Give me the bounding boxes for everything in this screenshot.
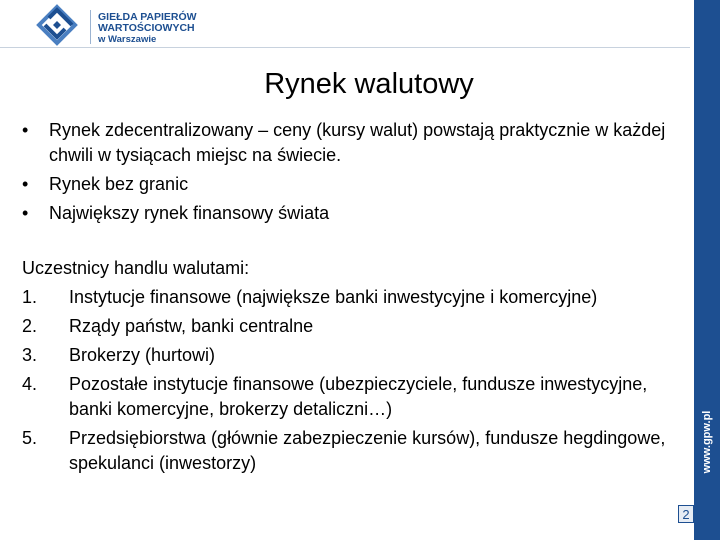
logo-line-3: w Warszawie bbox=[98, 34, 157, 45]
participant-number: 4. bbox=[22, 374, 38, 394]
participant-text: Instytucje finansowe (największe banki inwestycyjne i komercyjne) bbox=[69, 287, 598, 307]
header bbox=[0, 0, 694, 48]
participants-list bbox=[22, 285, 682, 476]
logo-separator bbox=[90, 10, 91, 44]
page-number: 2 bbox=[678, 505, 694, 523]
participant-text: Brokerzy (hurtowi) bbox=[69, 345, 216, 365]
participant-item bbox=[22, 343, 682, 368]
participant-text: Rządy państw, banki centralne bbox=[69, 316, 314, 336]
participant-item bbox=[22, 314, 682, 339]
participants-section bbox=[22, 256, 682, 480]
bullet-item: • Największy rynek finansowy świata bbox=[22, 201, 682, 226]
participant-item bbox=[22, 426, 682, 476]
bullet-item: • Rynek zdecentralizowany – ceny (kursy walut) powstają praktycznie w każdej chwili w tysiącach miejsc na świecie. bbox=[22, 118, 682, 168]
participant-item bbox=[22, 285, 682, 310]
header-divider bbox=[0, 47, 694, 48]
gpw-logo-icon bbox=[36, 4, 78, 46]
participant-item bbox=[22, 372, 682, 422]
page-title: Rynek walutowy bbox=[264, 68, 474, 100]
participant-text: Przedsiębiorstwa (głównie zabezpieczenie kursów), fundusze hegdingowe, spekulanci (inwestorzy) bbox=[69, 428, 666, 473]
logo-line-2: WARTOŚCIOWYCH bbox=[98, 22, 195, 34]
sidebar-url[interactable] bbox=[694, 412, 720, 472]
bullet-list bbox=[22, 118, 682, 230]
participant-number: 1. bbox=[22, 287, 38, 307]
logo-line-1: GIEŁDA PAPIERÓW bbox=[98, 11, 197, 23]
participant-number: 5. bbox=[22, 428, 38, 448]
bullet-item: • Rynek bez granic bbox=[22, 172, 682, 197]
sidebar-url-text[interactable]: www.gpw.pl bbox=[701, 410, 713, 474]
logo-text bbox=[98, 12, 197, 45]
participants-heading: Uczestnicy handlu walutami: bbox=[22, 258, 250, 278]
participant-number: 3. bbox=[22, 345, 38, 365]
participant-number: 2. bbox=[22, 316, 38, 336]
participant-text: Pozostałe instytucje finansowe (ubezpieczyciele, fundusze inwestycyjne, banki komercyjne, brokerzy detaliczni…) bbox=[69, 374, 648, 419]
